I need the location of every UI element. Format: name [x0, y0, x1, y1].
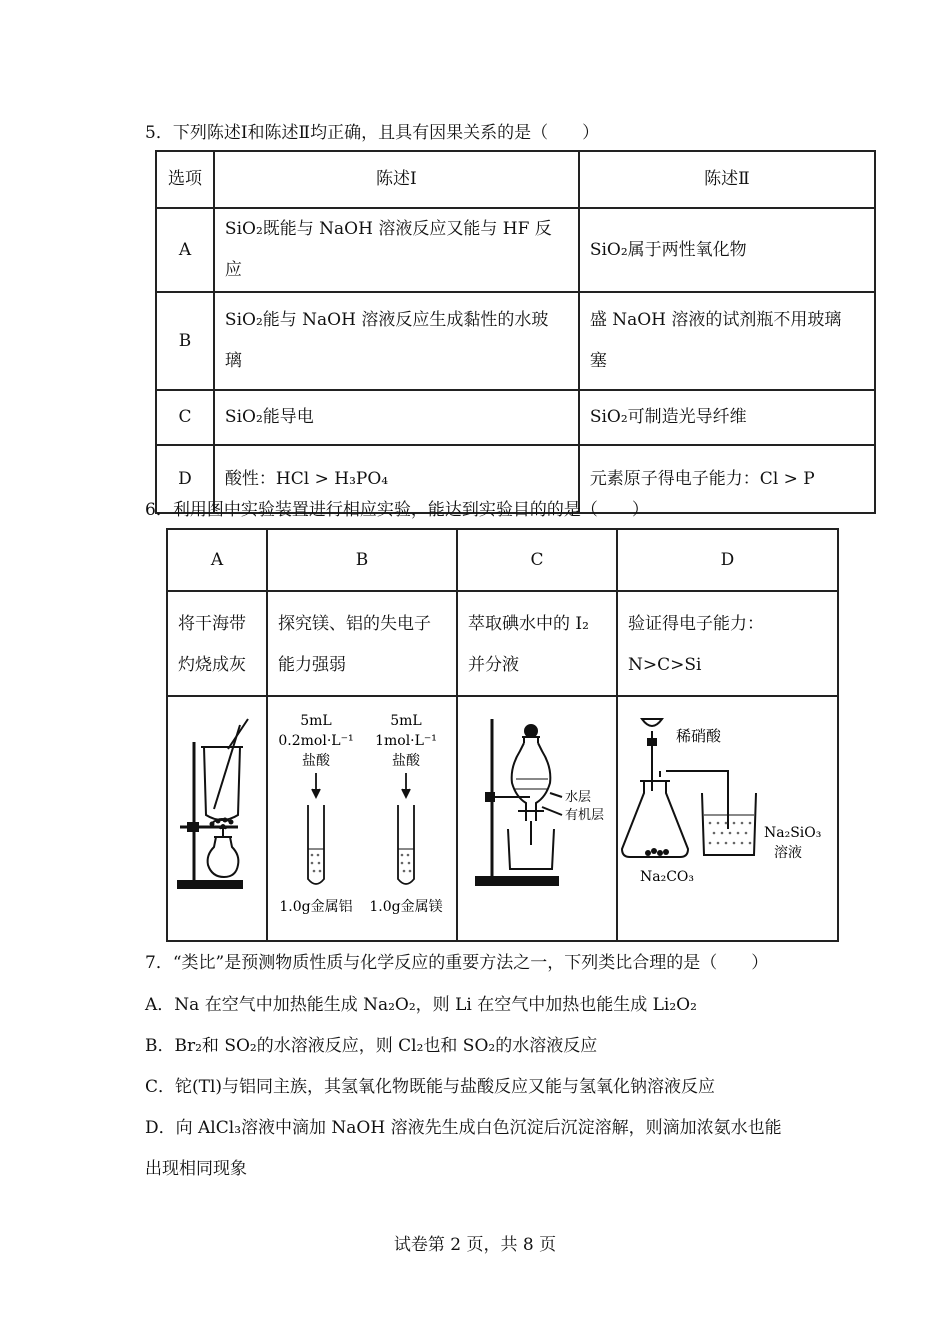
figure-b-test-tubes — [268, 697, 456, 935]
organic-layer-label: 有机层 — [565, 808, 605, 823]
figure-b-cell — [267, 696, 457, 941]
sodium-silicate-label: Na₂SiO₃ — [764, 825, 822, 841]
nitric-acid-label: 稀硝酸 — [676, 727, 722, 745]
figure-a-cell — [167, 696, 267, 941]
row-statement-1 — [214, 292, 579, 390]
figure-d-gas-generation — [618, 697, 837, 935]
question-7-option-d: D．向 AlCl₃溶液中滴加 NaOH 溶液先生成白色沉淀后沉淀溶解，则滴加浓氨水也能 — [145, 1118, 782, 1138]
figure-c-separatory-funnel — [458, 697, 616, 935]
row-statement-2 — [579, 292, 875, 390]
header-option: 选项 — [156, 151, 214, 208]
sodium-carbonate-label: Na₂CO₃ — [640, 869, 695, 885]
header-statement-1: 陈述Ⅰ — [214, 151, 579, 208]
table-row — [156, 208, 875, 292]
left-metal-label: 1.0g金属铝 — [279, 899, 353, 915]
row-statement-1: SiO₂既能与 NaOH 溶液反应又能与 HF 反应 — [214, 208, 579, 292]
row-statement-2: SiO₂属于两性氧化物 — [579, 208, 875, 292]
row-statement-2: SiO₂可制造光导纤维 — [579, 390, 875, 445]
right-volume-label: 5mL — [390, 713, 422, 729]
right-acid-label: 盐酸 — [392, 753, 420, 769]
header-b: B — [267, 529, 457, 591]
row-statement-1: 酸性：HCl > H₃PO₄ — [214, 445, 579, 513]
statement-line: 盛 NaOH 溶液的试剂瓶不用玻璃 — [589, 310, 842, 330]
header-c: C — [457, 529, 617, 591]
row-option: B — [156, 292, 214, 390]
page-footer: 试卷第 2 页，共 8 页 — [393, 1235, 557, 1255]
table-row — [156, 292, 875, 390]
question-5-stem: 5．下列陈述Ⅰ和陈述Ⅱ均正确，且具有因果关系的是（ ） — [145, 123, 600, 143]
question-6-stem: 6．利用图中实验装置进行相应实验，能达到实验目的的是（ ） — [145, 500, 649, 520]
row-statement-2: 元素原子得电子能力：Cl > P — [579, 445, 875, 513]
statement-line: 璃 — [224, 351, 242, 371]
desc-a: 将干海带 灼烧成灰 — [167, 591, 267, 696]
desc-d: 验证得电子能力： N>C>Si — [617, 591, 838, 696]
question-7-option-a: A．Na 在空气中加热能生成 Na₂O₂，则 Li 在空气中加热也能生成 Li₂O₂ — [145, 995, 697, 1015]
table-row — [156, 390, 875, 445]
statement-line: 塞 — [589, 351, 607, 371]
row-option: A — [156, 208, 214, 292]
figure-c-cell — [457, 696, 617, 941]
question-6-table — [166, 528, 839, 942]
question-7-option-b: B．Br₂和 SO₂的水溶液反应，则 Cl₂也和 SO₂的水溶液反应 — [145, 1036, 598, 1056]
header-a: A — [167, 529, 267, 591]
figure-d-cell — [617, 696, 838, 941]
right-concentration-label: 1mol·L⁻¹ — [375, 733, 437, 749]
left-volume-label: 5mL — [300, 713, 332, 729]
water-layer-label: 水层 — [565, 790, 592, 805]
row-statement-1: SiO₂能导电 — [214, 390, 579, 445]
left-concentration-label: 0.2mol·L⁻¹ — [278, 733, 354, 749]
statement-line: SiO₂能与 NaOH 溶液反应生成黏性的水玻 — [224, 310, 549, 330]
left-acid-label: 盐酸 — [302, 753, 330, 769]
header-statement-2: 陈述Ⅱ — [579, 151, 875, 208]
header-d: D — [617, 529, 838, 591]
figure-a-burning-apparatus — [168, 697, 266, 935]
desc-b: 探究镁、铝的失电子 能力强弱 — [267, 591, 457, 696]
desc-c: 萃取碘水中的 I₂ 并分液 — [457, 591, 617, 696]
row-option: C — [156, 390, 214, 445]
right-metal-label: 1.0g金属镁 — [369, 899, 443, 915]
question-5-table — [155, 150, 876, 514]
question-7-option-c: C．铊(Tl)与铝同主族，其氢氧化物既能与盐酸反应又能与氢氧化钠溶液反应 — [145, 1077, 716, 1097]
row-option: D — [156, 445, 214, 513]
solution-label: 溶液 — [774, 845, 802, 861]
question-7-option-d-continued: 出现相同现象 — [145, 1159, 247, 1179]
question-7-stem: 7．“类比”是预测物质性质与化学反应的重要方法之一，下列类比合理的是（ ） — [145, 953, 769, 973]
